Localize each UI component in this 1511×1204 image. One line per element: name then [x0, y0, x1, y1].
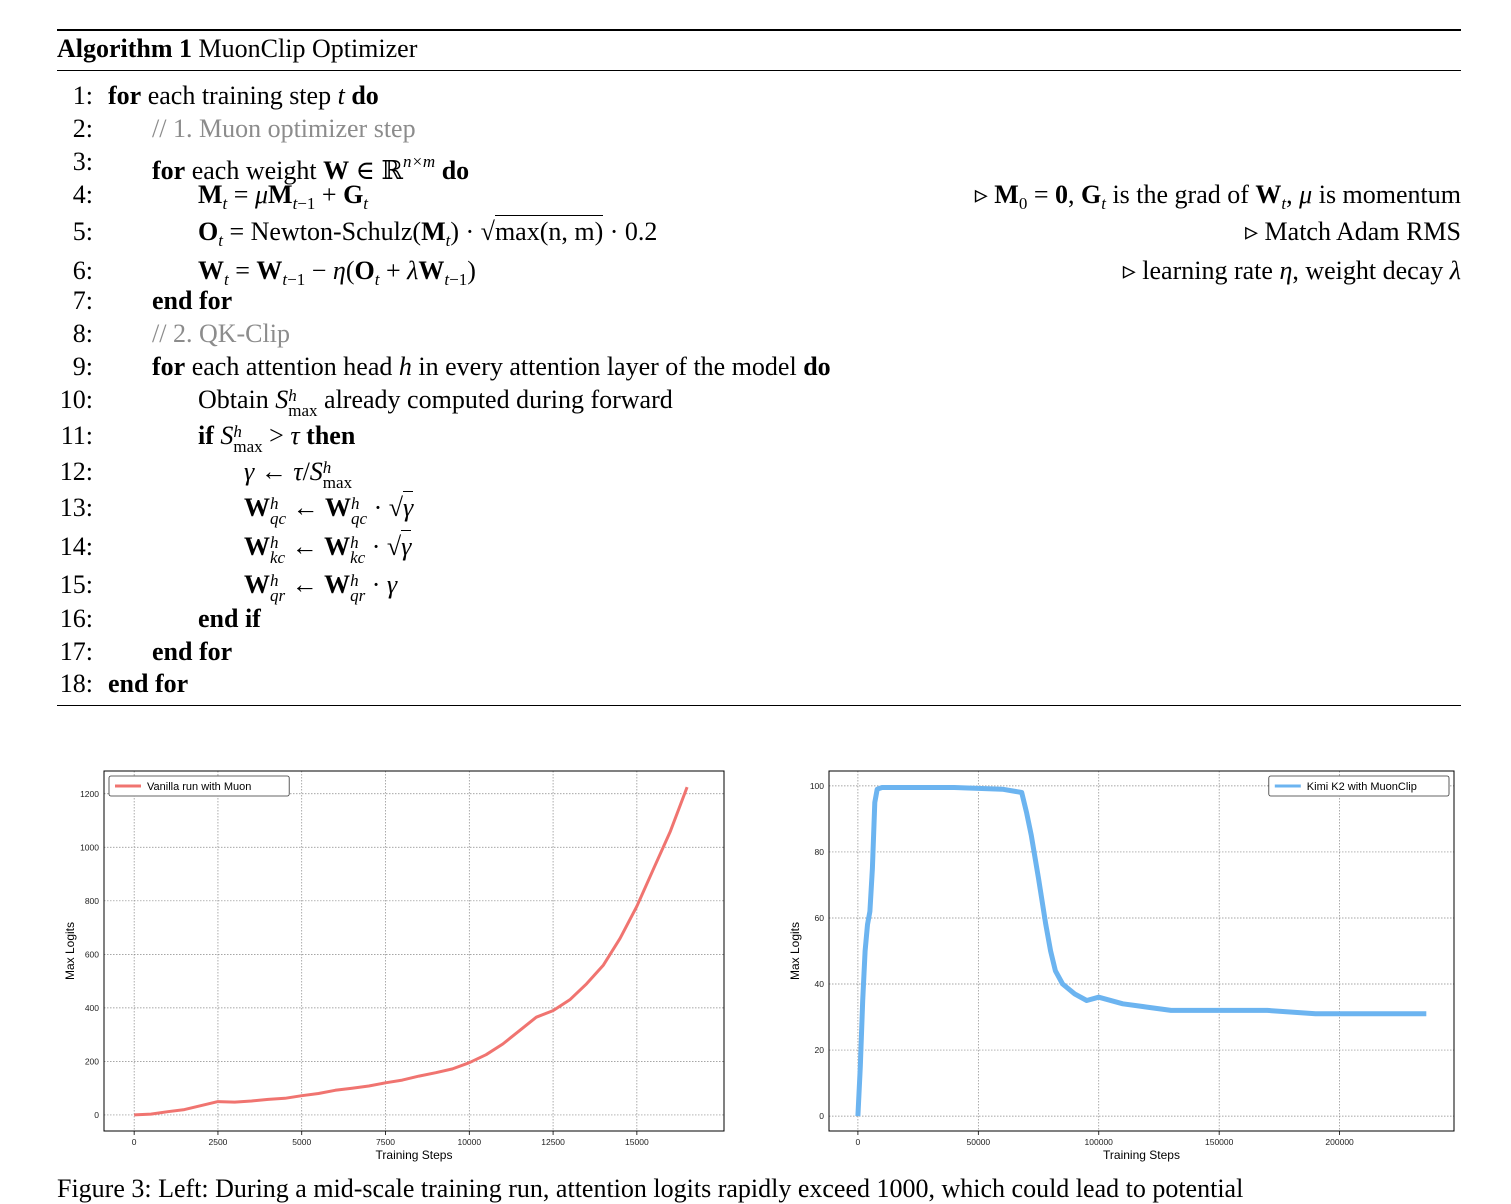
- algorithm-line-10: 10: Obtain S h max already computed during forward: [59, 385, 673, 420]
- x-tick-label: 15000: [625, 1137, 649, 1147]
- y-tick-label: 600: [84, 949, 99, 960]
- algorithm-line-8: 8: // 2. QK-Clip: [72, 319, 290, 348]
- algorithm-line-6: 6: $W_t = W_{t-1} - \eta(O_t + \lambda W_{t-1})$ ▹ learning rate η, weight decay λ: [72, 256, 1461, 289]
- x-tick-label: 100000: [1084, 1137, 1113, 1147]
- series-line: [134, 787, 687, 1115]
- algorithm-header-rule: [57, 70, 1461, 71]
- figure-caption: Figure 3: Left: During a mid-scale training run, attention logits rapidly exceed 1000, which could lead to potential: [57, 1174, 1244, 1203]
- algorithm-line-7: 7: end for: [72, 286, 233, 315]
- x-axis-label: Training Steps: [375, 1148, 453, 1162]
- x-tick-label: 200000: [1325, 1137, 1354, 1147]
- x-tick-label: 50000: [966, 1137, 991, 1147]
- y-tick-label: 100: [809, 780, 824, 791]
- y-axis-label: Max Logits: [63, 921, 77, 981]
- plot-frame: [829, 771, 1454, 1131]
- algorithm-line-17: 17: end for: [59, 637, 233, 666]
- algorithm-line-3: 3: for each weight W ∈ ℝ$^{n\times m}$ do: [72, 147, 470, 185]
- y-tick-label: 400: [84, 1002, 99, 1013]
- algorithm-line-15: 15: W h qr ← W h qr · γ: [59, 570, 398, 605]
- algorithm-line-11: 11: if S h max > τ then: [60, 421, 356, 456]
- chart-vanilla-muon: [0, 750, 760, 1170]
- algorithm-line-18: 18: end for: [59, 669, 189, 698]
- comment-qk-clip: // 2. QK-Clip: [152, 319, 290, 348]
- y-tick-label: 1000: [80, 842, 99, 853]
- x-tick-label: 0: [131, 1137, 137, 1147]
- algorithm-name: MuonClip Optimizer: [198, 34, 418, 63]
- algorithm-line-2: 2: // 1. Muon optimizer step: [72, 114, 416, 143]
- x-tick-label: 10000: [457, 1137, 482, 1147]
- algorithm-title: [57, 31, 417, 67]
- legend-label: Vanilla run with Muon: [147, 781, 252, 793]
- y-tick-label: 1200: [80, 788, 99, 799]
- chart-kimi-k2-muonclip: [760, 750, 1511, 1170]
- x-tick-label: 150000: [1204, 1137, 1234, 1147]
- y-tick-label: 40: [814, 979, 824, 990]
- algorithm-line-14: 14: W h kc ← W h kc · √γ: [59, 532, 412, 567]
- x-tick-label: 12500: [541, 1137, 565, 1147]
- x-tick-label: 2500: [208, 1137, 228, 1147]
- algorithm-line-16: 16: end if: [59, 604, 261, 633]
- series-line: [858, 788, 1426, 1117]
- comment-line-6: ▹ learning rate η, weight decay λ: [1122, 256, 1461, 285]
- algorithm-label: Algorithm 1: [57, 34, 193, 63]
- y-tick-label: 80: [814, 846, 824, 857]
- y-tick-label: 800: [84, 895, 99, 906]
- algorithm-bottom-rule: [57, 705, 1461, 706]
- x-tick-label: 5000: [292, 1137, 312, 1147]
- x-tick-label: 7500: [376, 1137, 395, 1147]
- legend-label: Kimi K2 with MuonClip: [1306, 781, 1417, 793]
- algorithm-line-12: 12: γ ← τ/S h max: [59, 457, 353, 492]
- comment-line-4: ▹ $M_0 = 0$, $G_t$ is the grad of $W_t$, μ is momentum: [974, 180, 1461, 213]
- algorithm-line-5: 5: $O_t$ = Newton-$Schulz(M_t) \cdot √\max(n$, m) · 0.2 ▹ Match Adam RMS: [72, 217, 1461, 250]
- algorithm-line-13: 13: W h qc ← W h qc · √γ: [59, 493, 414, 528]
- y-tick-label: 200: [84, 1056, 99, 1067]
- algorithm-line-9: 9: for each attention head h in every attention layer of the model do: [72, 352, 831, 381]
- x-axis-label: Training Steps: [1103, 1148, 1180, 1162]
- y-tick-label: 0: [819, 1111, 824, 1122]
- comment-muon-step: // 1. Muon optimizer step: [152, 114, 416, 143]
- algorithm-line-4: 4: $M_t = \mu M_{t-1} + G_t$ ▹ $M_0 = 0$, $G_t$ is the grad of $W_t$, μ is momentum: [57, 178, 1461, 211]
- algorithm-line-1: 1: for each training step t do: [72, 81, 379, 110]
- y-tick-label: 60: [814, 912, 824, 923]
- y-tick-label: 20: [814, 1045, 824, 1056]
- x-tick-label: 0: [855, 1137, 861, 1147]
- y-tick-label: 0: [94, 1109, 99, 1120]
- comment-line-5: ▹ Match Adam RMS: [1244, 217, 1461, 246]
- y-axis-label: Max Logits: [788, 921, 802, 981]
